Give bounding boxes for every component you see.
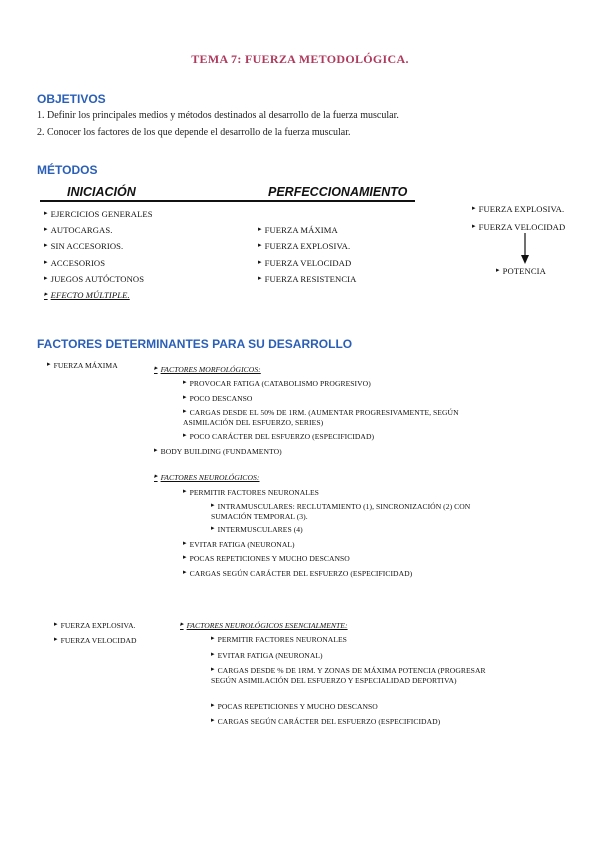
iniciacion-item: ▸ AUTOCARGAS. [44, 225, 112, 235]
explosiva-item: ▸ CARGAS DESDE % DE 1RM. Y ZONAS DE MÁXIMA POTENCIA (PROGRESAR SEGÚN ASIMILACIÓN DEL ESFUERZO Y ESPECIALIDAD DEPORTIVA) [211, 666, 503, 686]
iniciacion-item: ▸ ACCESORIOS [44, 258, 105, 268]
iniciacion-item: ▸ EFECTO MÚLTIPLE. [44, 290, 130, 300]
explosiva-item: ▸ POCAS REPETICIONES Y MUCHO DESCANSO [211, 702, 378, 711]
down-arrow-icon [520, 233, 530, 265]
neuro-item: ▸ POCAS REPETICIONES Y MUCHO DESCANSO [183, 554, 350, 563]
morfologicos-title: ▸ FACTORES MORFOLÓGICOS: [154, 365, 261, 374]
velocidad-label: ▸ FUERZA VELOCIDAD [54, 636, 137, 645]
perfeccionamiento-item: ▸ FUERZA EXPLOSIVA. [258, 241, 350, 251]
body-building: ▸ BODY BUILDING (FUNDAMENTO) [154, 447, 282, 456]
factores-heading: FACTORES DETERMINANTES PARA SU DESARROLLO [37, 337, 353, 351]
neuro-sub-item: ▸ INTERMUSCULARES (4) [211, 525, 303, 534]
objetivo-2: 2. Conocer los factores de los que depende el desarrollo de la fuerza muscular. [37, 127, 351, 138]
metodos-heading: MÉTODOS [37, 163, 98, 177]
iniciacion-item: ▸ SIN ACCESORIOS. [44, 241, 123, 251]
neuro-item: ▸ CARGAS SEGÚN CARÁCTER DEL ESFUERZO (ESPECIFICIDAD) [183, 569, 412, 578]
right-item: ▸ FUERZA VELOCIDAD [472, 222, 565, 232]
fuerza-maxima-label: ▸ FUERZA MÁXIMA [47, 361, 118, 370]
neuro-sub-item: ▸ INTRAMUSCULARES: RECLUTAMIENTO (1), SINCRONIZACIÓN (2) CON SUMACIÓN TEMPORAL (3). [211, 502, 511, 522]
morf-item: ▸ PROVOCAR FATIGA (CATABOLISMO PROGRESIVO) [183, 379, 371, 388]
right-item: ▸ FUERZA EXPLOSIVA. [472, 204, 564, 214]
page-title: TEMA 7: FUERZA METODOLÓGICA. [191, 52, 409, 66]
neuro-item: ▸ PERMITIR FACTORES NEURONALES [183, 488, 319, 497]
explosiva-item: ▸ CARGAS SEGÚN CARÁCTER DEL ESFUERZO (ESPECIFICIDAD) [211, 717, 440, 726]
explosiva-label: ▸ FUERZA EXPLOSIVA. [54, 621, 136, 630]
perfeccionamiento-item: ▸ FUERZA VELOCIDAD [258, 258, 351, 268]
potencia-label: ▸ POTENCIA [496, 266, 546, 276]
neurologicos-title: ▸ FACTORES NEUROLÓGICOS: [154, 473, 260, 482]
neuro-item: ▸ EVITAR FATIGA (NEURONAL) [183, 540, 295, 549]
explosiva-item: ▸ EVITAR FATIGA (NEURONAL) [211, 651, 323, 660]
metodos-divider [40, 200, 415, 202]
explosiva-item: ▸ PERMITIR FACTORES NEURONALES [211, 635, 347, 644]
morf-item: ▸ POCO CARÁCTER DEL ESFUERZO (ESPECIFICIDAD) [183, 432, 374, 441]
objetivo-1: 1. Definir los principales medios y métodos destinados al desarrollo de la fuerza muscular. [37, 110, 399, 121]
iniciacion-item: ▸ JUEGOS AUTÓCTONOS [44, 274, 144, 284]
morf-item: ▸ CARGAS DESDE EL 50% DE 1RM. (AUMENTAR PROGRESIVAMENTE, SEGÚN ASIMILACIÓN DEL ESFUERZO, SERIES) [183, 408, 508, 428]
perfeccionamiento-item: ▸ FUERZA RESISTENCIA [258, 274, 356, 284]
perfeccionamiento-title: PERFECCIONAMIENTO [268, 185, 408, 199]
iniciacion-title: INICIACIÓN [67, 185, 136, 199]
morf-item: ▸ POCO DESCANSO [183, 394, 252, 403]
esencialmente-title: ▸ FACTORES NEUROLÓGICOS ESENCIALMENTE: [180, 621, 348, 630]
objetivos-heading: OBJETIVOS [37, 92, 106, 106]
iniciacion-item: ▸ EJERCICIOS GENERALES [44, 209, 153, 219]
perfeccionamiento-item: ▸ FUERZA MÁXIMA [258, 225, 338, 235]
